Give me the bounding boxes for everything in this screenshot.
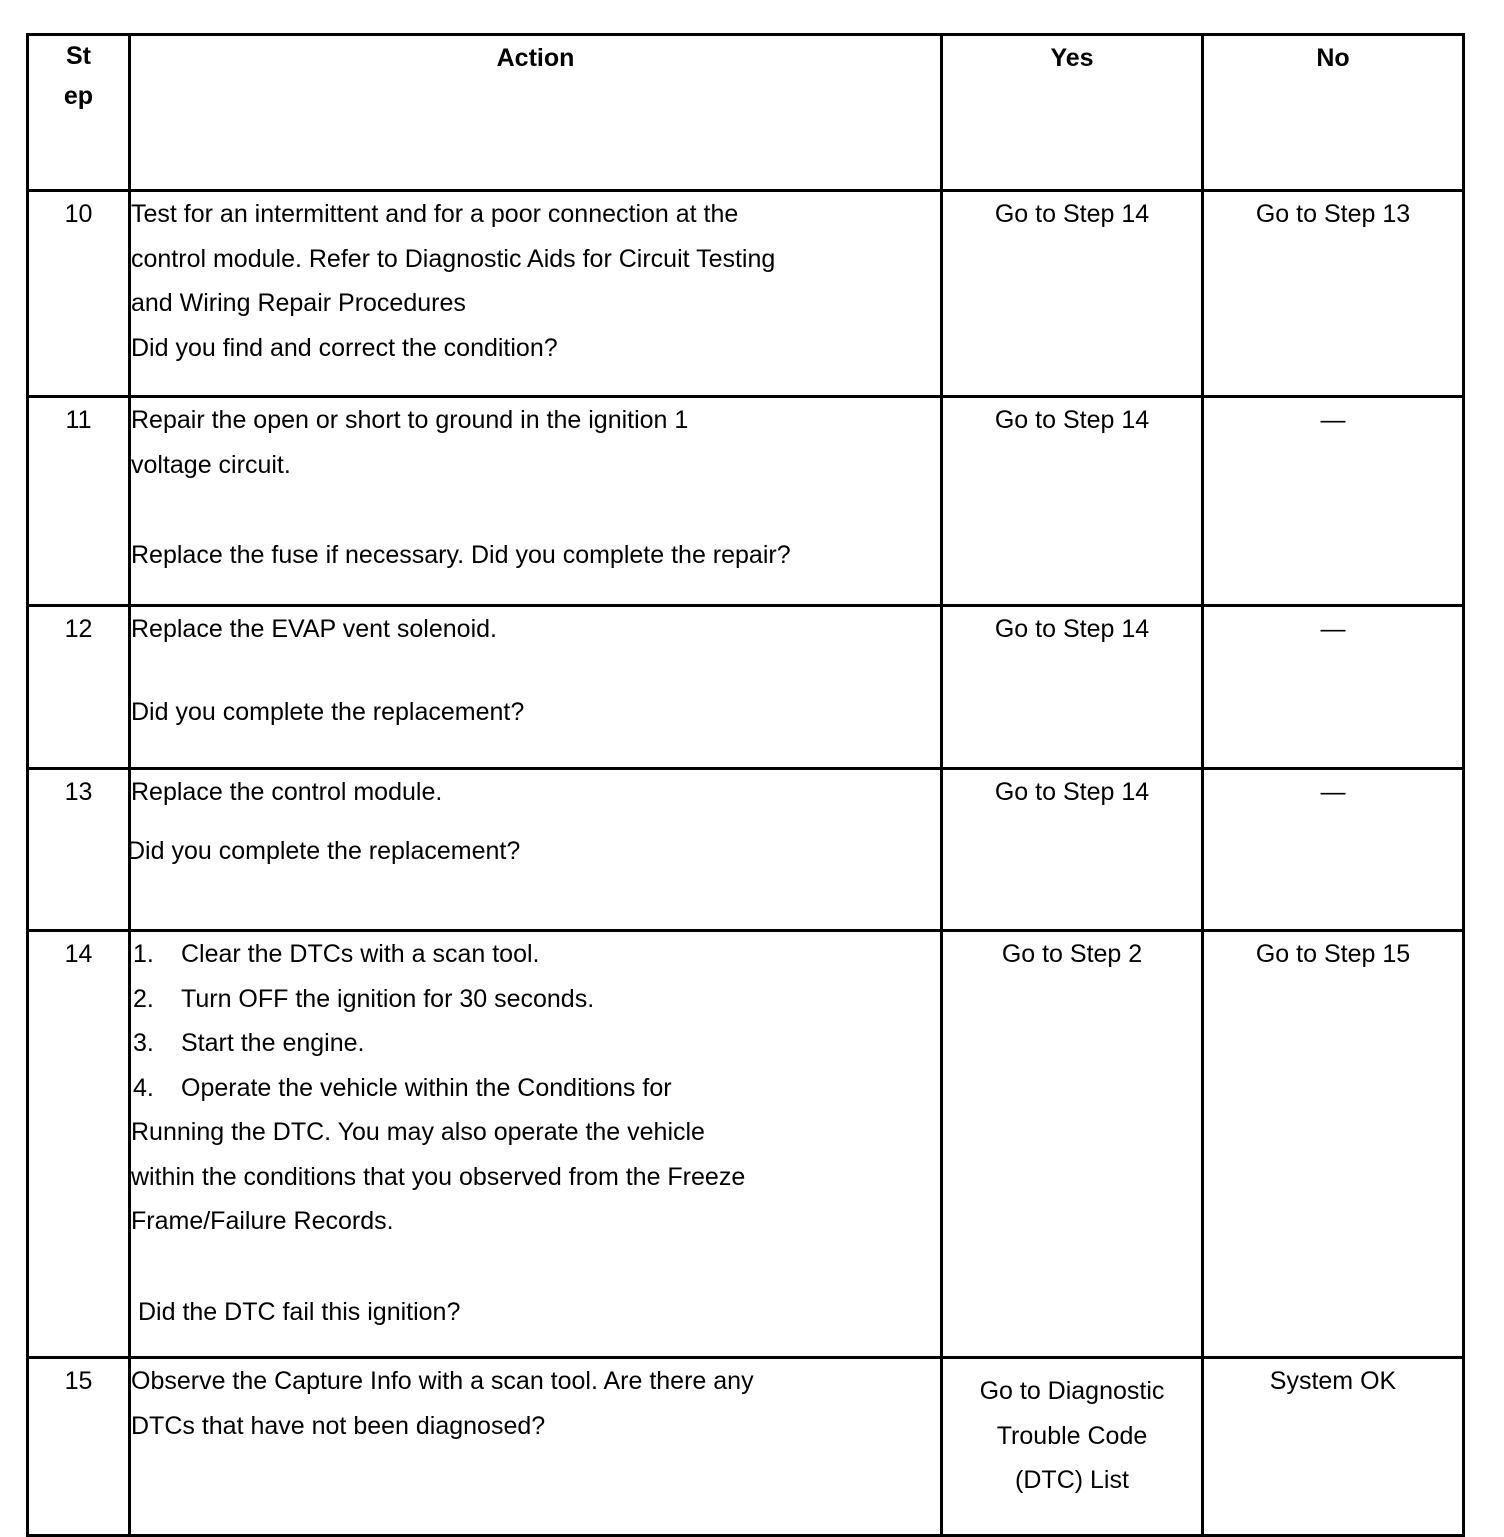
no-cell: System OK xyxy=(1203,1358,1464,1536)
action-cell xyxy=(127,769,942,931)
list-text: Operate the vehicle within the Conditions for xyxy=(181,1073,672,1102)
step-number: 15 xyxy=(28,1358,130,1536)
action-line: Repair the open or short to ground in the ignition 1 xyxy=(131,406,689,434)
table-row xyxy=(28,606,1464,769)
list-number: 1. xyxy=(133,940,154,968)
action-question: DTCs that have not been diagnosed? xyxy=(131,1411,546,1440)
action-question: Did you find and correct the condition? xyxy=(131,333,558,362)
yes-cell: Go to Step 14 xyxy=(942,397,1203,606)
no-cell: Go to Step 13 xyxy=(1203,191,1464,397)
step-number: 11 xyxy=(28,397,130,606)
list-number: 4. xyxy=(133,1073,154,1102)
action-line: Test for an intermittent and for a poor connection at the xyxy=(131,200,739,228)
header-row xyxy=(28,35,1464,191)
no-cell: — xyxy=(1203,606,1464,769)
yes-line: Go to Diagnostic xyxy=(979,1377,1165,1405)
action-cell xyxy=(130,606,942,769)
action-line: Replace the control module. xyxy=(131,778,443,806)
list-text: Start the engine. xyxy=(181,1029,365,1057)
action-question: Did you complete the replacement? xyxy=(127,836,521,865)
action-cell xyxy=(130,931,942,1358)
list-item xyxy=(131,1021,940,1066)
header-step-line-2: ep xyxy=(63,82,94,110)
header-action: Action xyxy=(130,35,942,191)
numbered-list xyxy=(131,932,940,1110)
action-question: Did the DTC fail this ignition? xyxy=(138,1297,461,1326)
no-cell: — xyxy=(1203,769,1464,931)
diagnostic-steps-table xyxy=(26,33,1465,1537)
no-cell: Go to Step 15 xyxy=(1203,931,1464,1358)
yes-cell xyxy=(942,1358,1203,1536)
yes-cell: Go to Step 2 xyxy=(942,931,1203,1358)
action-line: control module. Refer to Diagnostic Aids for Circuit Testing xyxy=(131,244,776,273)
yes-cell: Go to Step 14 xyxy=(942,606,1203,769)
action-cell xyxy=(130,397,942,606)
table-row xyxy=(28,1358,1464,1536)
step-number: 12 xyxy=(28,606,130,769)
action-cell xyxy=(130,1358,942,1536)
step-number: 13 xyxy=(28,769,130,931)
action-question: Did you complete the replacement? xyxy=(131,697,525,726)
action-line: Observe the Capture Info with a scan tool. Are there any xyxy=(131,1367,754,1395)
header-no: No xyxy=(1203,35,1464,191)
no-cell: — xyxy=(1203,397,1464,606)
action-line: Replace the EVAP vent solenoid. xyxy=(131,615,497,643)
list-text: Clear the DTCs with a scan tool. xyxy=(181,940,540,968)
action-line: Running the DTC. You may also operate the vehicle xyxy=(131,1118,705,1146)
list-item xyxy=(131,932,940,977)
list-number: 3. xyxy=(133,1029,154,1057)
yes-line: Trouble Code xyxy=(996,1421,1148,1450)
table-row xyxy=(28,769,1464,931)
action-line: and Wiring Repair Procedures xyxy=(131,289,466,317)
header-step xyxy=(28,35,130,191)
yes-cell: Go to Step 14 xyxy=(942,769,1203,931)
step-number: 14 xyxy=(28,931,130,1358)
list-item xyxy=(131,977,940,1022)
spacer xyxy=(131,1244,940,1290)
header-yes: Yes xyxy=(942,35,1203,191)
yes-cell: Go to Step 14 xyxy=(942,191,1203,397)
yes-line: (DTC) List xyxy=(1015,1466,1129,1494)
action-cell xyxy=(130,191,942,397)
table-row xyxy=(28,931,1464,1358)
list-item xyxy=(131,1066,940,1111)
spacer xyxy=(131,652,940,690)
action-question: Replace the fuse if necessary. Did you complete the repair? xyxy=(131,541,791,569)
step-number: 10 xyxy=(28,191,130,397)
header-step-line-1: St xyxy=(66,42,91,70)
action-line: within the conditions that you observed from the Freeze xyxy=(131,1162,746,1191)
action-line: Frame/Failure Records. xyxy=(131,1207,394,1235)
spacer xyxy=(131,487,940,533)
table-row xyxy=(28,191,1464,397)
list-number: 2. xyxy=(133,984,154,1013)
table-row xyxy=(28,397,1464,606)
action-line: voltage circuit. xyxy=(131,450,291,479)
list-text: Turn OFF the ignition for 30 seconds. xyxy=(181,984,595,1013)
